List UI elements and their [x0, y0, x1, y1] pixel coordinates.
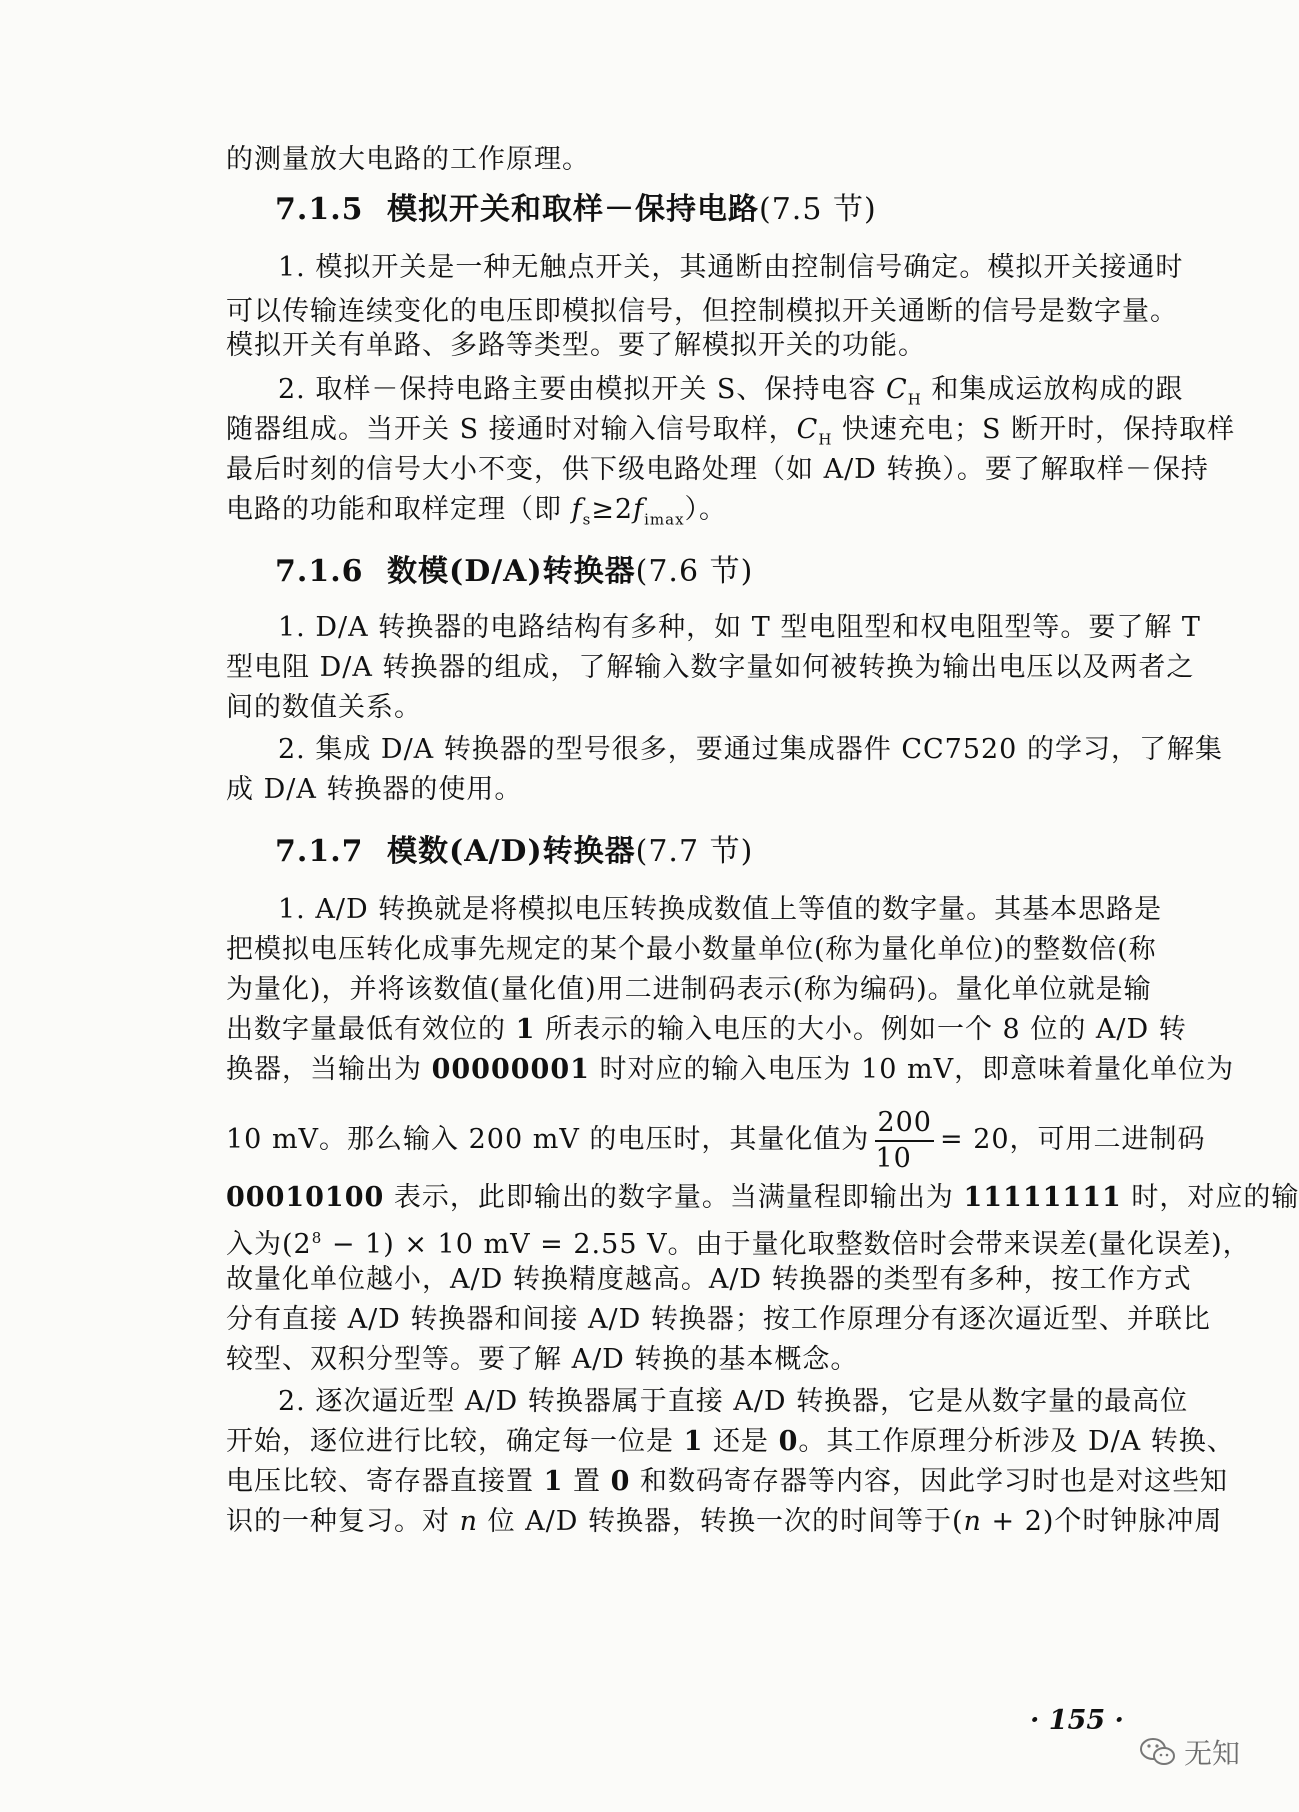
paragraph-line: 较型、双积分型等。要了解 A/D 转换的基本概念。 [226, 1344, 859, 1375]
paragraph-line: 出数字量最低有效位的 1 所表示的输入电压的大小。例如一个 8 位的 A/D 转 [226, 1014, 1187, 1045]
paragraph-line: 型电阻 D/A 转换器的组成，了解输入数字量如何被转换为输出电压以及两者之 [226, 652, 1195, 683]
paragraph-line: 1. D/A 转换器的电路结构有多种，如 T 型电阻型和权电阻型等。要了解 T [278, 612, 1201, 643]
intro-line: 的测量放大电路的工作原理。 [226, 144, 590, 175]
section-title: 数模(D/A)转换器 [387, 554, 636, 589]
paragraph-line: 10 mV。那么输入 200 mV 的电压时，其量化值为 $\frac{200}{10}$ = 20，可用二进制码 [226, 1106, 1206, 1174]
paragraph-line: 00010100 表示，此即输出的数字量。当满量程即输出为 11111111 时，对应的输 [226, 1182, 1299, 1213]
paragraph-line: 模拟开关有单路、多路等类型。要了解模拟开关的功能。 [226, 330, 926, 361]
wechat-icon [1138, 1735, 1178, 1769]
watermark-text: 无知 [1184, 1737, 1241, 1770]
paragraph-line: 为量化)，并将该数值(量化值)用二进制码表示(称为编码)。量化单位就是输 [226, 974, 1152, 1005]
paragraph-line: 可以传输连续变化的电压即模拟信号，但控制模拟开关通断的信号是数字量。 [226, 296, 1178, 327]
section-number: 7.1.7 [275, 834, 364, 869]
section-heading-7-1-7 [275, 828, 753, 876]
paragraph-line: 2. 集成 D/A 转换器的型号很多，要通过集成器件 CC7520 的学习，了解集 [278, 734, 1223, 765]
paragraph-line: 换器，当输出为 00000001 时对应的输入电压为 10 mV，即意味着量化单位为 [226, 1054, 1235, 1085]
paragraph-line: 电压比较、寄存器直接置 1 置 0 和数码寄存器等内容，因此学习时也是对这些知 [226, 1466, 1228, 1497]
section-number: 7.1.6 [275, 554, 364, 589]
paragraph-line: 1. A/D 转换就是将模拟电压转换成数值上等值的数字量。其基本思路是 [278, 894, 1163, 925]
section-title: 模拟开关和取样－保持电路 [387, 192, 759, 227]
page-number: · 155 · [1030, 1705, 1124, 1736]
paragraph-line: 入为$(2^8 - 1) \times 10$ mV = 2.55 V。由于量化取整数倍时会带来误差(量化误差)， [226, 1229, 1251, 1260]
paragraph-line: 随器组成。当开关 S 接通时对输入信号取样，$C_H$ 快速充电；S 断开时，保持取样 [226, 414, 1236, 449]
section-ref: (7.5 节) [759, 192, 877, 227]
paragraph-line: 间的数值关系。 [226, 692, 422, 723]
paragraph-line: 把模拟电压转化成事先规定的某个最小数量单位(称为量化单位)的整数倍(称 [226, 934, 1157, 965]
section-number: 7.1.5 [275, 192, 364, 227]
section-heading-7-1-5 [275, 186, 877, 234]
paragraph-line: 2. 逐次逼近型 A/D 转换器属于直接 A/D 转换器，它是从数字量的最高位 [278, 1386, 1189, 1417]
fraction: $\frac{200}{10}$ [875, 1106, 932, 1174]
paragraph-line: 电路的功能和取样定理（即 $f_s\ge 2f_{imax}$）。 [226, 494, 728, 529]
watermark [1138, 1732, 1240, 1772]
section-ref: (7.6 节) [635, 554, 754, 589]
paragraph-line: 开始，逐位进行比较，确定每一位是 1 还是 0。其工作原理分析涉及 D/A 转换、 [226, 1426, 1235, 1457]
paragraph-line: 1. 模拟开关是一种无触点开关，其通断由控制信号确定。模拟开关接通时 [278, 252, 1184, 283]
paragraph-line: 最后时刻的信号大小不变，供下级电路处理（如 A/D 转换）。要了解取样－保持 [226, 454, 1209, 485]
section-title: 模数(A/D)转换器 [387, 834, 636, 869]
paragraph-line: 2. 取样－保持电路主要由模拟开关 S、保持电容 $C_H$ 和集成运放构成的跟 [278, 374, 1184, 409]
section-ref: (7.7 节) [635, 834, 754, 869]
paragraph-line: 成 D/A 转换器的使用。 [226, 774, 523, 805]
section-heading-7-1-6 [275, 548, 753, 596]
paragraph-line: 分有直接 A/D 转换器和间接 A/D 转换器；按工作原理分有逐次逼近型、并联比 [226, 1304, 1211, 1335]
paragraph-line: 识的一种复习。对 n 位 A/D 转换器，转换一次的时间等于(n + 2)个时钟脉冲周 [226, 1506, 1223, 1537]
paragraph-line: 故量化单位越小，A/D 转换精度越高。A/D 转换器的类型有多种，按工作方式 [226, 1264, 1192, 1295]
